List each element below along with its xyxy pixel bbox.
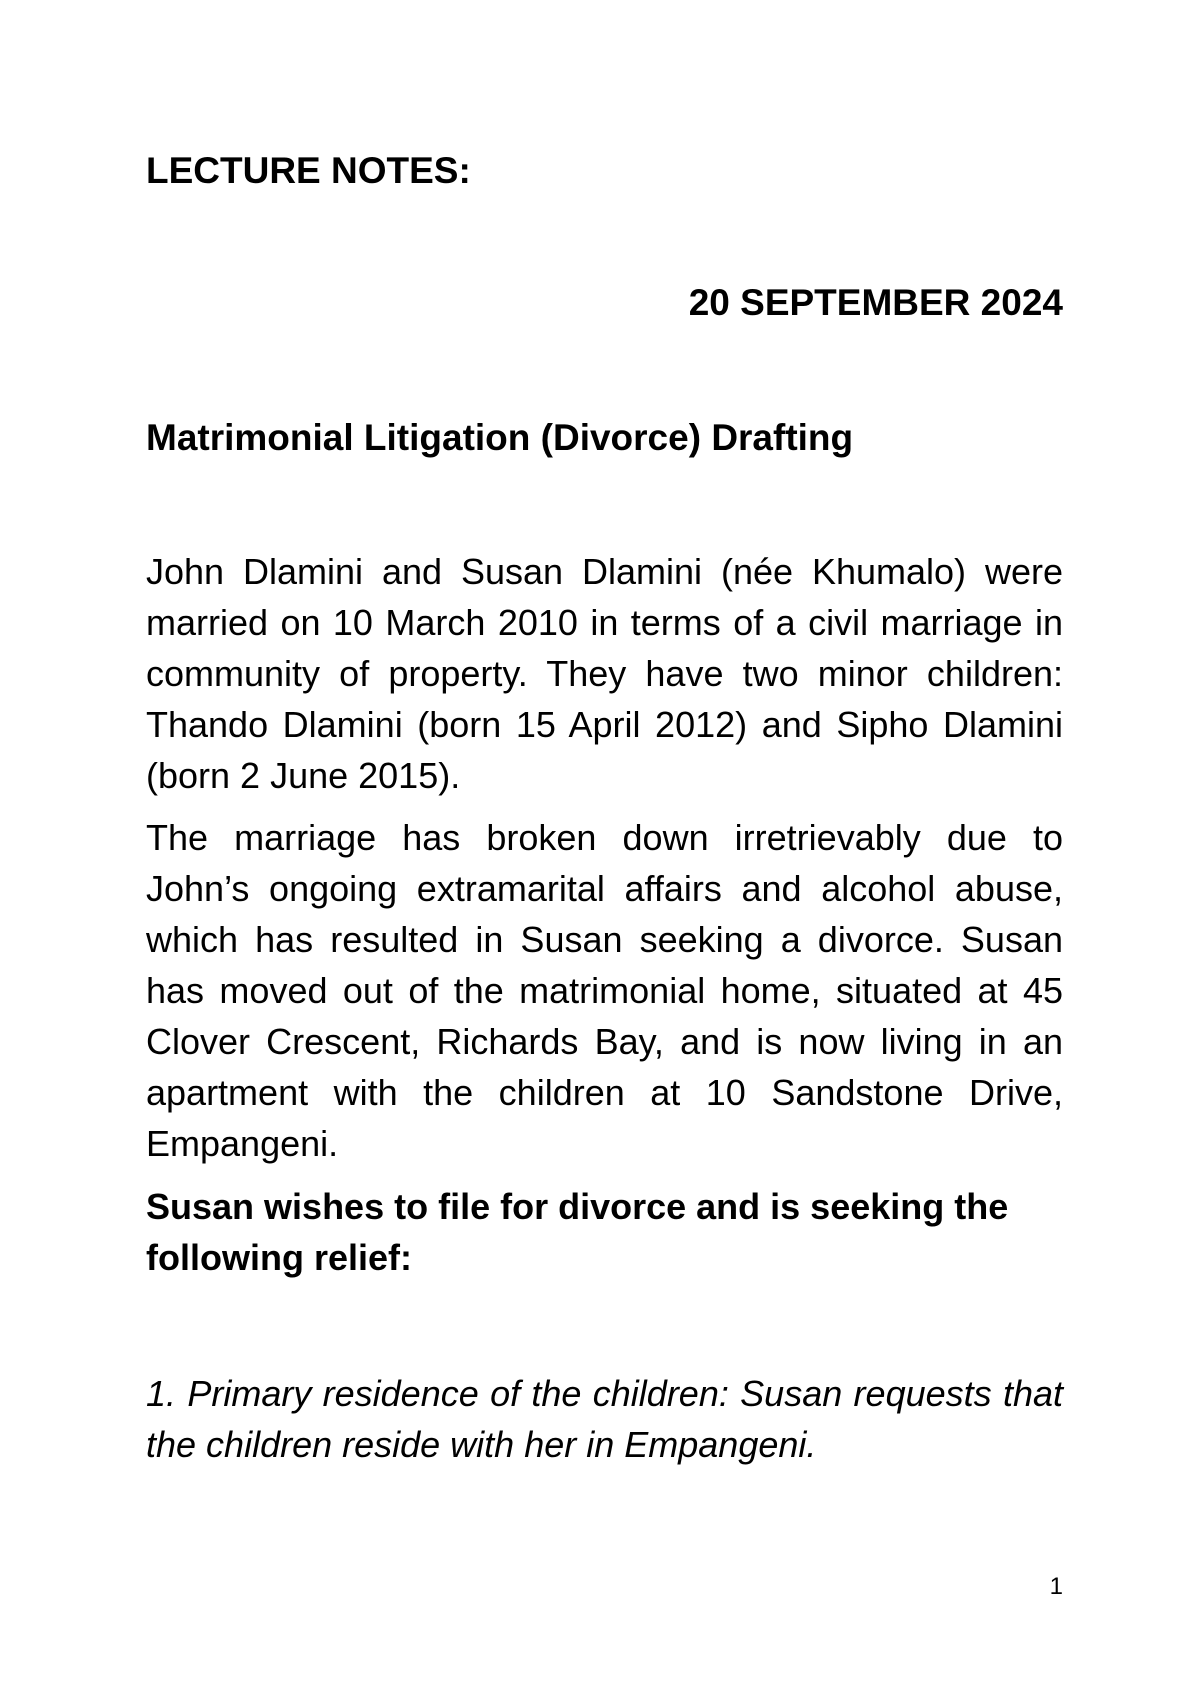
paragraph-marriage-details: John Dlamini and Susan Dlamini (née Khumalo) were married on 10 March 2010 in terms of a civil marriage in community of property. They have two minor children: Thando Dlamini (born 15 April 2012) and Sipho Dlamini (born 2 June 2015). [146, 551, 1063, 796]
lecture-topic: Matrimonial Litigation (Divorce) Drafting [146, 417, 854, 458]
paragraph-breakdown-details: The marriage has broken down irretrievably due to John’s ongoing extramarital affairs and alcohol abuse, which has resulted in Susan seeking a divorce. Susan has moved out of the matrimonial home, situated at 45 Clover Crescent, Richards Bay, and is now living in an apartment with the children at 10 Sandstone Drive, Empangeni. [146, 817, 1063, 1164]
lecture-date: 20 SEPTEMBER 2024 [688, 282, 1063, 323]
paragraph-relief-intro: Susan wishes to file for divorce and is seeking the following relief: [146, 1186, 1009, 1278]
document-label: LECTURE NOTES: [146, 150, 471, 191]
paragraph-relief-item-1: 1. Primary residence of the children: Susan requests that the children reside with her in Empangeni. [146, 1373, 1063, 1465]
page-number: 1 [1049, 1573, 1063, 1600]
